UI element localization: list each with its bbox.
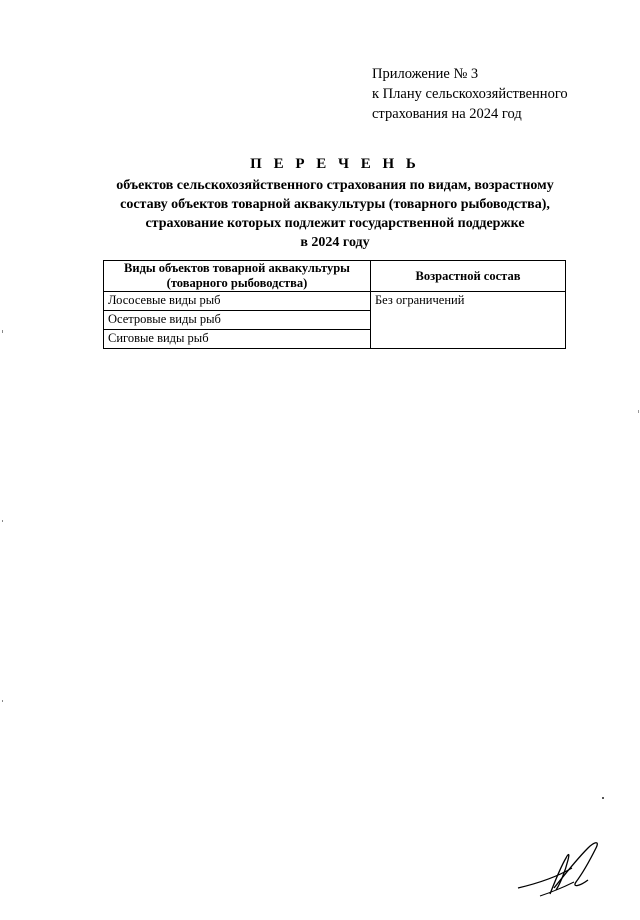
document-heading <box>60 154 610 252</box>
subtitle-line: составу объектов товарной аквакультуры (товарного рыбоводства), <box>120 197 550 212</box>
annex-plan-reference: к Плану сельскохозяйственного <box>372 86 568 102</box>
subtitle-line: страхование которых подлежит государственной поддержке <box>145 216 525 231</box>
annex-reference <box>372 64 568 124</box>
table-header-row <box>104 261 566 292</box>
document-subtitle <box>60 176 610 252</box>
annex-number: Приложение № 3 <box>372 66 479 82</box>
header-age-composition: Возрастной состав <box>371 261 566 292</box>
table-row <box>104 292 566 311</box>
subtitle-line: объектов сельскохозяйственного страхования по видам, возрастному <box>116 178 554 193</box>
header-object-types: Виды объектов товарной аквакультуры (товарного рыбоводства) <box>104 261 371 292</box>
cell-object-type: Лососевые виды рыб <box>104 292 371 311</box>
annex-year: страхования на 2024 год <box>372 106 522 122</box>
document-title: П Е Р Е Ч Е Н Ь <box>250 156 420 172</box>
cell-object-type: Осетровые виды рыб <box>104 311 371 330</box>
cell-object-type: Сиговые виды рыб <box>104 330 371 349</box>
signature-mark <box>510 838 610 900</box>
subtitle-line: в 2024 году <box>300 235 370 250</box>
aquaculture-table <box>103 260 566 349</box>
cell-age-composition: Без ограничений <box>371 292 566 349</box>
